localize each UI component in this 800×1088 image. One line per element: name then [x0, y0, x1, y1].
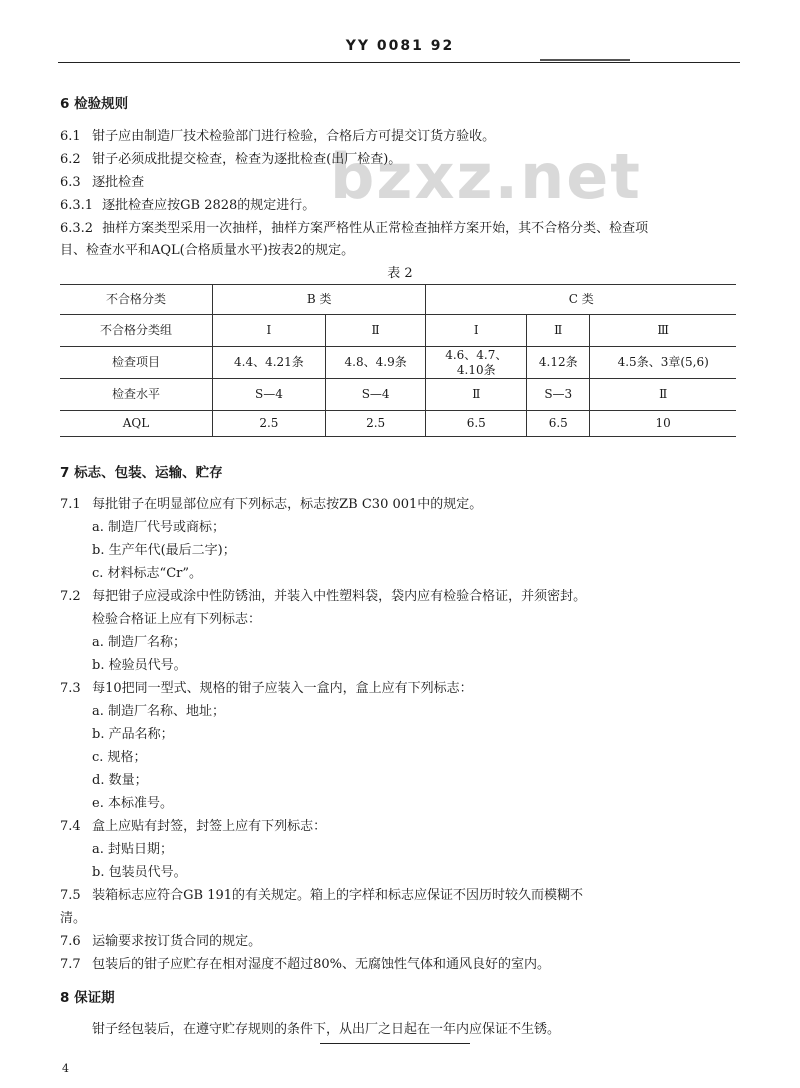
- table-cell: 4.4、4.21条: [213, 347, 326, 379]
- clause-7-6: 7.6 运输要求按订货合同的规定。: [60, 934, 262, 949]
- table-cell: 2.5: [213, 411, 326, 437]
- table-cell: 6.5: [527, 411, 590, 437]
- table-cell: AQL: [60, 411, 213, 437]
- clause-7-7: 7.7 包装后的钳子应贮存在相对湿度不超过80%、无腐蚀性气体和通风良好的室内。: [60, 957, 551, 972]
- table-cell: Ⅱ: [325, 315, 426, 347]
- page-number: 4: [62, 1062, 69, 1075]
- table-cell: S—4: [325, 379, 426, 411]
- section-6-title: 6 检验规则: [60, 96, 129, 112]
- clause-6-2: 6.2 钳子必须成批提交检查，检查为逐批检查(出厂检查)。: [60, 152, 402, 167]
- end-rule: [320, 1043, 470, 1044]
- list-item: a. 制造厂名称、地址；: [92, 704, 226, 719]
- table-cell-line: 4.10条: [456, 362, 496, 377]
- table-cell: S—4: [213, 379, 326, 411]
- clause-6-3: 6.3 逐批检查: [60, 175, 145, 190]
- table-cell: Ⅱ: [527, 315, 590, 347]
- table-2: [60, 284, 736, 437]
- clause-7-4: 7.4 盒上应贴有封签，封签上应有下列标志：: [60, 819, 327, 834]
- table-cell-line: 4.6、4.7、: [445, 347, 508, 362]
- table-cell: Ⅱ: [590, 379, 736, 411]
- section-8-title: 8 保证期: [60, 990, 115, 1006]
- table-row: [60, 379, 736, 411]
- table-cell: C 类: [426, 285, 736, 315]
- table-cell: Ⅱ: [426, 379, 527, 411]
- table-cell: 检查项目: [60, 347, 213, 379]
- clause-7-1: 7.1 每批钳子在明显部位应有下列标志，标志按ZB C30 001中的规定。: [60, 497, 483, 512]
- list-item: a. 封贴日期；: [92, 842, 174, 857]
- table-row: [60, 411, 736, 437]
- clause-7-3: 7.3 每10把同一型式、规格的钳子应装入一盒内，盒上应有下列标志：: [60, 681, 473, 696]
- watermark: bzxz.net: [330, 140, 642, 213]
- standard-code: YY 0081 92: [345, 38, 455, 54]
- list-item: d. 数量；: [92, 773, 148, 788]
- clause-7-2: 7.2 每把钳子应浸或涂中性防锈油，并装入中性塑料袋，袋内应有检验合格证，并须密封。: [60, 589, 587, 604]
- header-mark: [540, 59, 630, 61]
- table-cell: 4.8、4.9条: [325, 347, 426, 379]
- header-rule: [58, 62, 740, 63]
- table-cell: Ⅰ: [426, 315, 527, 347]
- table-row: [60, 285, 736, 315]
- table-cell: 6.5: [426, 411, 527, 437]
- list-item: a. 制造厂名称；: [92, 635, 187, 650]
- section-8-text: 钳子经包装后，在遵守贮存规则的条件下，从出厂之日起在一年内应保证不生锈。: [92, 1022, 561, 1037]
- table-cell: 4.12条: [527, 347, 590, 379]
- table-cell: 10: [590, 411, 736, 437]
- list-item: b. 检验员代号。: [92, 658, 187, 673]
- table-cell: Ⅲ: [590, 315, 736, 347]
- section-7-title: 7 标志、包装、运输、贮存: [60, 465, 223, 481]
- table-cell: Ⅰ: [213, 315, 326, 347]
- clause-6-3-1: 6.3.1 逐批检查应按GB 2828的规定进行。: [60, 198, 316, 213]
- table-2-caption: 表 2: [387, 266, 413, 281]
- list-item: b. 产品名称；: [92, 727, 174, 742]
- table-cell: 4.5条、3章(5,6): [590, 347, 736, 379]
- list-item: c. 材料标志“Cr”。: [92, 566, 202, 581]
- clause-6-3-2-cont: 目、检查水平和AQL(合格质量水平)按表2的规定。: [60, 243, 355, 258]
- table-row: [60, 315, 736, 347]
- list-item: c. 规格；: [92, 750, 147, 765]
- table-cell: 不合格分类组: [60, 315, 213, 347]
- table-cell: S—3: [527, 379, 590, 411]
- table-row: [60, 347, 736, 379]
- list-item: b. 生产年代(最后二字)；: [92, 543, 236, 558]
- list-item: e. 本标准号。: [92, 796, 173, 811]
- clause-6-1: 6.1 钳子应由制造厂技术检验部门进行检验，合格后方可提交订货方验收。: [60, 129, 496, 144]
- table-cell: 不合格分类: [60, 285, 213, 315]
- clause-7-2-sub: 检验合格证上应有下列标志：: [92, 612, 262, 627]
- clause-6-3-2: 6.3.2 抽样方案类型采用一次抽样，抽样方案严格性从正常检查抽样方案开始，其不合格分类、检查项: [60, 221, 649, 236]
- table-cell: B 类: [213, 285, 426, 315]
- clause-7-5-cont: 清。: [60, 911, 87, 926]
- list-item: b. 包装员代号。: [92, 865, 187, 880]
- clause-7-5: 7.5 装箱标志应符合GB 191的有关规定。箱上的字样和标志应保证不因历时较久而模糊不: [60, 888, 584, 903]
- table-cell: 2.5: [325, 411, 426, 437]
- table-cell: [426, 347, 527, 379]
- table-cell: 检查水平: [60, 379, 213, 411]
- list-item: a. 制造厂代号或商标；: [92, 520, 226, 535]
